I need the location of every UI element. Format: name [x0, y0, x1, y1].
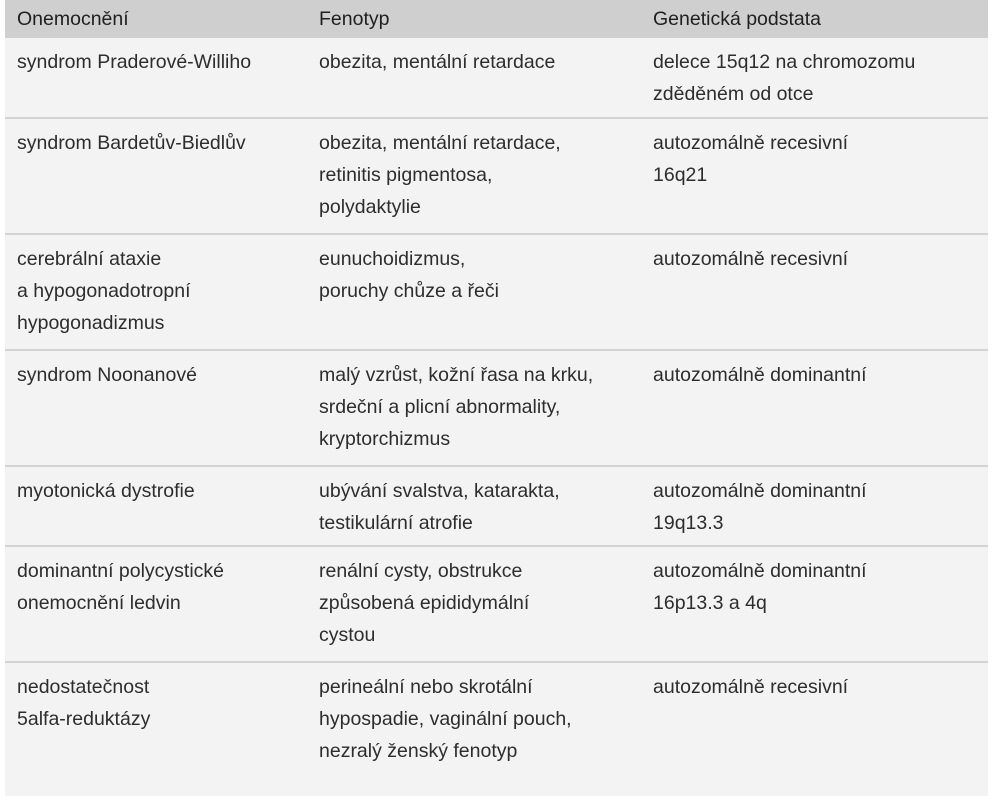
- cell-disease: dominantní polycystické onemocnění ledvin: [5, 546, 307, 662]
- cell-phenotype: ubývání svalstva, katarakta, testikulární atrofie: [307, 466, 641, 546]
- cell-genetic-basis: autozomálně recesivní: [641, 234, 988, 350]
- table-row: [5, 466, 988, 546]
- cell-phenotype: malý vzrůst, kožní řasa na krku, srdeční a plicní abnormality, kryptorchizmus: [307, 350, 641, 466]
- table-row: [5, 546, 988, 662]
- cell-disease: syndrom Praderové-Williho: [5, 38, 307, 118]
- cell-disease: myotonická dystrofie: [5, 466, 307, 546]
- cell-genetic-basis: autozomálně recesivní 16q21: [641, 118, 988, 234]
- header-phenotype: Fenotyp: [319, 8, 390, 30]
- table-row: [5, 662, 988, 796]
- cell-genetic-basis: autozomálně recesivní: [641, 662, 988, 796]
- cell-phenotype: perineální nebo skrotální hypospadie, vaginální pouch, nezralý ženský fenotyp: [307, 662, 641, 796]
- cell-disease: syndrom Bardetův-Biedlův: [5, 118, 307, 234]
- cell-phenotype: obezita, mentální retardace: [307, 38, 641, 118]
- table-row: [5, 38, 988, 118]
- table-row: [5, 350, 988, 466]
- cell-genetic-basis: autozomálně dominantní 19q13.3: [641, 466, 988, 546]
- cell-phenotype: renální cysty, obstrukce způsobená epididymální cystou: [307, 546, 641, 662]
- cell-phenotype: obezita, mentální retardace, retinitis pigmentosa, polydaktylie: [307, 118, 641, 234]
- cell-disease: syndrom Noonanové: [5, 350, 307, 466]
- cell-disease: cerebrální ataxie a hypogonadotropní hypogonadizmus: [5, 234, 307, 350]
- cell-phenotype: eunuchoidizmus, poruchy chůze a řeči: [307, 234, 641, 350]
- header-disease: Onemocnění: [17, 8, 129, 30]
- cell-genetic-basis: autozomálně dominantní 16p13.3 a 4q: [641, 546, 988, 662]
- table-row: [5, 118, 988, 234]
- cell-disease: nedostatečnost 5alfa-reduktázy: [5, 662, 307, 796]
- cell-genetic-basis: autozomálně dominantní: [641, 350, 988, 466]
- table-row: [5, 234, 988, 350]
- cell-genetic-basis: delece 15q12 na chromozomu zděděném od otce: [641, 38, 988, 118]
- genetic-syndromes-table: [5, 0, 988, 796]
- header-genetic-basis: Genetická podstata: [653, 8, 822, 30]
- table-header-row: [5, 0, 988, 38]
